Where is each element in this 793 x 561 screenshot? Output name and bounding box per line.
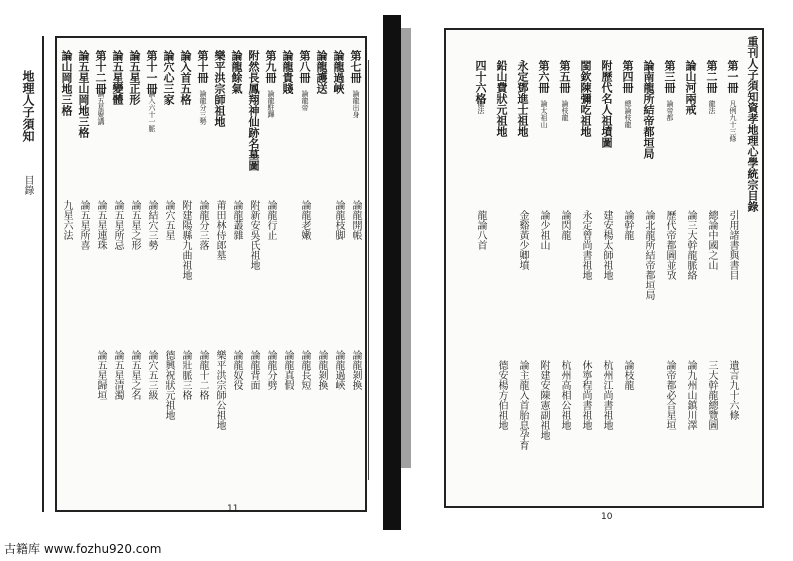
toc-entry: 第十一冊 <box>145 50 158 94</box>
toc-entry: 論太祖山 <box>540 100 548 128</box>
toc-entry: 建安楊太師祖地 <box>601 210 612 280</box>
toc-entry: 論山岡地三格 <box>60 50 73 116</box>
toc-entry: 論龍剝換 <box>316 350 327 390</box>
toc-entry: 永定鄧進士祖地 <box>516 60 529 137</box>
page-edge-strip <box>368 60 377 480</box>
toc-entry: 論五星山岡地三格 <box>77 50 90 138</box>
toc-entry: 三大幹龍總覽圖 <box>706 360 717 430</box>
toc-entry: 論龍背面 <box>248 350 259 390</box>
right-page <box>444 28 764 522</box>
toc-entry: 論三大幹龍脈絡 <box>685 210 696 280</box>
toc-entry: 論五星所忌 <box>112 200 123 250</box>
toc-entry: 附新安吳氏祖地 <box>248 200 259 270</box>
toc-entry: 閩欽陳彌吃祖地 <box>579 60 592 137</box>
toc-entry: 論龍護送 <box>315 50 328 94</box>
toc-entry: 總論枝龍 <box>624 100 632 128</box>
toc-entry: 龍法 <box>477 100 485 114</box>
toc-entry: 論龍出身 <box>352 90 360 118</box>
toc-entry: 第十二冊 <box>94 50 107 94</box>
toc-entry: 論龍真假 <box>282 350 293 390</box>
toc-entry: 論枝龍 <box>622 360 633 390</box>
toc-entry: 附歷代名人祖墳圖 <box>600 60 613 148</box>
toc-entry: 論閃龍 <box>559 210 570 240</box>
toc-entry: 遺言九十六條 <box>727 360 738 420</box>
toc-entry: 杭州高相公祖地 <box>559 360 570 430</box>
toc-entry: 杭州江尚書祖地 <box>601 360 612 430</box>
toc-entry: 第三冊 <box>663 60 676 93</box>
toc-entry: 論穴五星 <box>163 200 174 240</box>
toc-entry: 樂平洪宗師祖地 <box>213 50 226 127</box>
toc-entry: 第六冊 <box>537 60 550 93</box>
toc-entry: 金谿黃少卿墳 <box>517 210 528 270</box>
toc-entry: 論龍奴役 <box>231 350 242 390</box>
toc-entry: 論入六十一脈 <box>148 90 156 132</box>
toc-entry: 論五星聚講 <box>97 90 105 125</box>
page-number-right: 10 <box>601 512 613 522</box>
toc-entry: 論五星所喜 <box>78 200 89 250</box>
toc-entry: 凡例九十三條 <box>729 100 737 142</box>
toc-entry: 第七冊 <box>349 50 362 83</box>
toc-entry: 論九州山鎮川澤 <box>685 360 696 430</box>
toc-entry: 論龍分劈 <box>265 350 276 390</box>
spine-title: 地理人子須知 <box>21 70 35 142</box>
toc-entry: 德興祝狀元祖地 <box>163 350 174 420</box>
toc-entry: 論枝龍 <box>561 100 569 121</box>
toc-entry: 休寧程尚書祖地 <box>580 360 591 430</box>
page-number-left: 11 <box>227 504 239 514</box>
toc-entry: 論龍分三勢 <box>199 90 207 125</box>
toc-entry: 論五星之形 <box>129 200 140 250</box>
toc-entry: 論五星變體 <box>111 50 124 105</box>
document-title: 重刊人子須知資孝地理心學統宗目錄 <box>746 36 759 212</box>
toc-entry: 論龍帝 <box>301 90 309 111</box>
toc-entry: 鉛山費狀元祖地 <box>495 60 508 137</box>
toc-entry: 論穴心三家 <box>162 50 175 105</box>
left-page <box>55 36 367 512</box>
toc-entry: 論五星正形 <box>128 50 141 105</box>
toc-entry: 論帝都必合星垣 <box>664 360 675 430</box>
toc-entry: 論結穴三勢 <box>146 200 157 250</box>
toc-entry: 總論中國之山 <box>706 210 717 270</box>
toc-entry: 論龍駐蹕 <box>267 90 275 118</box>
toc-entry: 論龍餘氣 <box>230 50 243 94</box>
toc-entry: 第二冊 <box>705 60 718 93</box>
toc-entry: 論山河兩戒 <box>684 60 697 115</box>
toc-entry: 論五星歸垣 <box>95 350 106 400</box>
toc-entry: 歷代帝都圖並攷 <box>664 210 675 280</box>
toc-entry: 論龍枝脚 <box>333 200 344 240</box>
toc-entry: 第八冊 <box>298 50 311 83</box>
toc-entry: 論五星連珠 <box>95 200 106 250</box>
toc-entry: 論龍老嫩 <box>299 200 310 240</box>
toc-entry: 論龍過峽 <box>332 50 345 94</box>
toc-entry: 論龍過峽 <box>333 350 344 390</box>
toc-entry: 論龍剝換 <box>350 350 361 390</box>
toc-entry: 附然長鳳翔神仙跡名墓圖 <box>247 50 260 171</box>
toc-entry: 九星六法 <box>61 200 72 240</box>
toc-entry: 論五星之名 <box>129 350 140 400</box>
toc-entry: 論帝都 <box>666 100 674 121</box>
toc-entry: 論入首五格 <box>179 50 192 105</box>
toc-entry: 第九冊 <box>264 50 277 83</box>
toc-entry: 論穴五三級 <box>146 350 157 400</box>
toc-entry: 四十六格 <box>474 60 487 104</box>
toc-entry: 龍法 <box>708 100 716 114</box>
watermark-footer: 古籍库 www.fozhu920.com <box>4 542 162 556</box>
toc-entry: 德安楊方伯祖地 <box>496 360 507 430</box>
toc-entry: 論主龍入首胎息孕育 <box>517 360 528 450</box>
toc-entry: 論龍分三落 <box>197 200 208 250</box>
toc-entry: 論北龍所結帝都垣局 <box>643 210 654 300</box>
toc-entry: 永定曾尚書祖地 <box>580 210 591 280</box>
toc-entry: 第十冊 <box>196 50 209 83</box>
toc-entry: 論龍貴賤 <box>281 50 294 94</box>
toc-entry: 論少祖山 <box>538 210 549 250</box>
toc-entry: 論壯脈三格 <box>180 350 191 400</box>
spine-tag: 目錄 <box>22 175 33 195</box>
toc-entry: 論龍開帳 <box>350 200 361 240</box>
toc-entry: 引用諸書與書目 <box>727 210 738 280</box>
toc-entry: 論南龍所結帝都垣局 <box>642 60 655 159</box>
toc-entry: 附建陽縣九曲祖地 <box>180 200 191 280</box>
toc-entry: 論五星清濁 <box>112 350 123 400</box>
toc-entry: 論龍叢雜 <box>231 200 242 240</box>
book-gutter-shadow <box>401 28 411 468</box>
toc-entry: 第五冊 <box>558 60 571 93</box>
toc-entry: 第一冊 <box>726 60 739 93</box>
book-gutter <box>383 15 401 530</box>
toc-entry: 附建安陳憲副祖地 <box>538 360 549 440</box>
toc-entry: 第四冊 <box>621 60 634 93</box>
toc-entry: 論龍長短 <box>299 350 310 390</box>
toc-entry: 樂平洪宗師公祖地 <box>214 350 225 430</box>
toc-entry: 莆田林侍郎墓 <box>214 200 225 260</box>
toc-entry: 論幹龍 <box>622 210 633 240</box>
toc-entry: 論龍行止 <box>265 200 276 240</box>
toc-entry: 龍論八首 <box>475 210 486 250</box>
toc-entry: 論龍十二格 <box>197 350 208 400</box>
